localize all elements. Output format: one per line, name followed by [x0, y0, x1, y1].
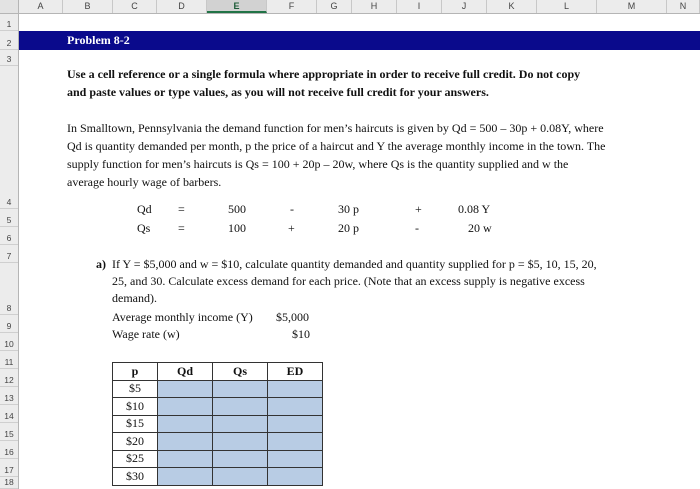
price-cell[interactable]: $30 [113, 468, 158, 486]
income-label: Average monthly income (Y) [112, 310, 253, 324]
row-header[interactable]: 5 [0, 209, 18, 227]
income-value[interactable]: $5,000 [276, 310, 309, 324]
table-row [113, 468, 323, 486]
part-a-label: a) [96, 257, 106, 271]
supply-wage-term[interactable]: 20 w [468, 221, 492, 235]
row-header[interactable]: 12 [0, 369, 18, 387]
row-header[interactable]: 4 [0, 66, 18, 209]
supply-equals[interactable]: = [178, 221, 185, 235]
table-header-row [113, 363, 323, 381]
column-header-c[interactable]: C [113, 0, 157, 13]
qs-input-cell[interactable] [213, 380, 268, 398]
column-header-a[interactable]: A [19, 0, 63, 13]
problem-title: Problem 8-2 [67, 33, 130, 47]
problem-title-bar[interactable] [19, 31, 700, 50]
row-header[interactable]: 14 [0, 405, 18, 423]
qd-input-cell[interactable] [158, 433, 213, 451]
ed-input-cell[interactable] [268, 398, 323, 416]
answer-table [112, 362, 323, 486]
column-header-k[interactable]: K [487, 0, 537, 13]
column-header-g[interactable]: G [317, 0, 352, 13]
price-cell[interactable]: $5 [113, 380, 158, 398]
row-header[interactable]: 8 [0, 263, 18, 315]
column-header-b[interactable]: B [63, 0, 113, 13]
demand-op2[interactable]: + [415, 202, 422, 216]
supply-constant[interactable]: 100 [228, 221, 246, 235]
column-header-d[interactable]: D [157, 0, 207, 13]
ed-input-cell[interactable] [268, 380, 323, 398]
instructions-line-1: Use a cell reference or a single formula where appropriate in order to receive full credit. Do not copy [67, 67, 581, 81]
description-line-4: average hourly wage of barbers. [67, 175, 222, 189]
table-row [113, 433, 323, 451]
header-price[interactable]: p [113, 363, 158, 381]
supply-op2[interactable]: - [415, 221, 419, 235]
part-a-line-3: demand). [112, 291, 157, 305]
description-line-1: In Smalltown, Pennsylvania the demand function for men’s haircuts is given by Qd = 500 – 30p + 0.08Y, where [67, 121, 604, 135]
qs-input-cell[interactable] [213, 398, 268, 416]
demand-equals[interactable]: = [178, 202, 185, 216]
qd-input-cell[interactable] [158, 398, 213, 416]
wage-value[interactable]: $10 [292, 327, 310, 341]
row-header[interactable]: 3 [0, 50, 18, 66]
table-row [113, 380, 323, 398]
price-cell[interactable]: $15 [113, 415, 158, 433]
qs-input-cell[interactable] [213, 415, 268, 433]
demand-lhs[interactable]: Qd [137, 202, 152, 216]
ed-input-cell[interactable] [268, 468, 323, 486]
column-header-f[interactable]: F [267, 0, 317, 13]
row-header[interactable]: 13 [0, 387, 18, 405]
select-all-corner[interactable] [0, 0, 19, 13]
supply-lhs[interactable]: Qs [137, 221, 151, 235]
part-a-line-2: 25, and 30. Calculate excess demand for each price. (Note that an excess supply is negative excess [112, 274, 585, 288]
header-ed[interactable]: ED [268, 363, 323, 381]
table-row [113, 398, 323, 416]
row-header[interactable]: 18 [0, 477, 18, 489]
demand-price-term[interactable]: 30 p [338, 202, 359, 216]
demand-constant[interactable]: 500 [228, 202, 246, 216]
row-header[interactable]: 16 [0, 441, 18, 459]
header-qs[interactable]: Qs [213, 363, 268, 381]
column-header-bar [0, 0, 700, 14]
row-header[interactable]: 11 [0, 351, 18, 369]
row-header[interactable]: 9 [0, 315, 18, 333]
qd-input-cell[interactable] [158, 468, 213, 486]
wage-label: Wage rate (w) [112, 327, 180, 341]
qd-input-cell[interactable] [158, 380, 213, 398]
ed-input-cell[interactable] [268, 415, 323, 433]
instructions-line-2: and paste values or type values, as you will not receive full credit for your answers. [67, 85, 489, 99]
qs-input-cell[interactable] [213, 433, 268, 451]
part-a-line-1: If Y = $5,000 and w = $10, calculate quantity demanded and quantity supplied for p = $5, 10, 15, 20, [112, 257, 597, 271]
column-header-h[interactable]: H [352, 0, 397, 13]
column-header-j[interactable]: J [442, 0, 487, 13]
row-header[interactable]: 10 [0, 333, 18, 351]
qd-input-cell[interactable] [158, 415, 213, 433]
row-header[interactable]: 7 [0, 245, 18, 263]
price-cell[interactable]: $25 [113, 450, 158, 468]
ed-input-cell[interactable] [268, 450, 323, 468]
row-header[interactable]: 1 [0, 14, 18, 31]
demand-op1[interactable]: - [290, 202, 294, 216]
row-header[interactable]: 6 [0, 227, 18, 245]
row-header[interactable]: 15 [0, 423, 18, 441]
supply-price-term[interactable]: 20 p [338, 221, 359, 235]
column-header-e[interactable]: E [207, 0, 267, 13]
table-row [113, 415, 323, 433]
row-header[interactable]: 17 [0, 459, 18, 477]
ed-input-cell[interactable] [268, 433, 323, 451]
demand-income-term[interactable]: 0.08 Y [458, 202, 491, 216]
price-cell[interactable]: $20 [113, 433, 158, 451]
row-header[interactable]: 2 [0, 31, 18, 50]
description-line-2: Qd is quantity demanded per month, p the price of a haircut and Y the average monthly income in the town. The [67, 139, 606, 153]
column-header-i[interactable]: I [397, 0, 442, 13]
column-header-n[interactable]: N [667, 0, 700, 13]
qs-input-cell[interactable] [213, 450, 268, 468]
qs-input-cell[interactable] [213, 468, 268, 486]
table-row [113, 450, 323, 468]
column-header-m[interactable]: M [597, 0, 667, 13]
column-header-l[interactable]: L [537, 0, 597, 13]
header-qd[interactable]: Qd [158, 363, 213, 381]
supply-op1[interactable]: + [288, 221, 295, 235]
price-cell[interactable]: $10 [113, 398, 158, 416]
qd-input-cell[interactable] [158, 450, 213, 468]
description-line-3: supply function for men’s haircuts is Qs = 100 + 20p – 20w, where Qs is the quantity supplied and w the [67, 157, 569, 171]
row-header-bar [0, 14, 19, 489]
